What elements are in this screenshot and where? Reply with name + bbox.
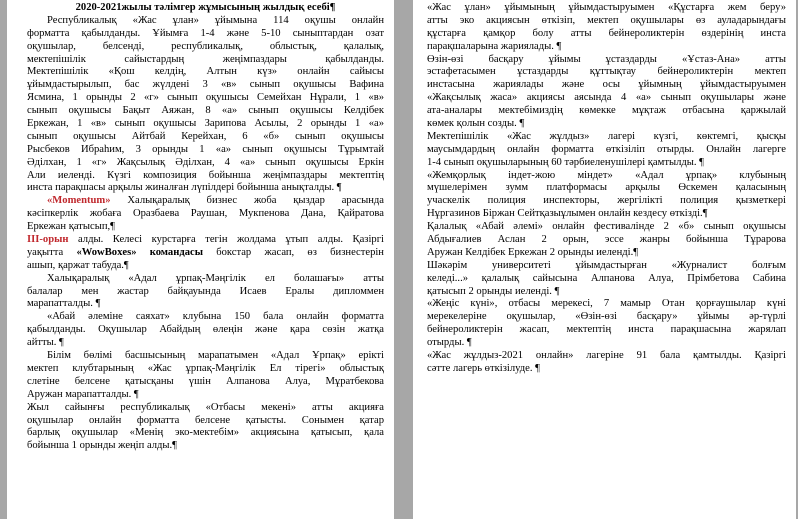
text-line: келеді...» қалалық сайысына Алпанова Алуа, Прімбетова Сабина [427,272,786,284]
text-line: Мектепішілік «Қош келдің, Алтын күз» онлайн сайысы [27,66,384,78]
text-line: «Жеңіс күні», отбасы мерекесі, 7 мамыр Отан қорғаушылар күні [427,298,786,310]
text-line: марапатталды. ¶ [27,298,101,310]
text-run: командасы [136,246,203,258]
text-line: Аружан Келдібек Еркежан 2 орынды иеленді.¶ [427,246,639,258]
text-line: форматта қабылданды. Ұйымға 1-4 және 5-10 сыныптардан озат [27,27,384,39]
text-line: Шәкәрім университеті ұйымдастырған «Журналист болғым [427,259,786,271]
text-line: парақшаларына жариялады. ¶ [427,40,562,52]
text-line: отырды. ¶ [427,337,472,349]
text-line: «Жас жұлдыз-2021 онлайн» лагеріне 91 бала қамтылды. Қазіргі [427,350,786,362]
text-line: ата-аналары мектебімиздің көмекке мұқтаж отбасына қаржылай [427,105,786,117]
text-line: атты эко акциясын өткізіп, мектеп оқушылары өз ауладарындағы [427,14,786,26]
text-line: мектепішілік сайыстардың жеңімпаздары қабылданды. [27,53,384,65]
text-line: «Абай әлеміне саяхат» клубына 150 бала онлайн форматта [47,311,384,323]
text-line: мерекелеріне оқушылар, «Өзін-өзі басқару» ұйымы әр-түрлі [427,311,786,323]
document-page-left [7,0,394,519]
text-line: кәсіпкерлік жобаға Оразбаева Раушан, Мукпенова Дана, Қайратова [27,208,384,220]
text-line: ашып, қаржат табуда.¶ [27,259,129,271]
text-line: эстафетасымен ұстаздарды құттықтау бейнероликтерін мектеп [427,66,786,78]
text-line: учаскелік полиция инспекторы, жергілікті полиция қызметкері [427,195,786,207]
text-line: инста парақшасы арқылы жиналған лүпілдері бойынша анықталды. ¶ [27,182,342,194]
text-line: қатысып 2 орынды иеленді. ¶ [427,285,560,297]
text-run: III-орын [27,234,69,246]
text-line: қабылданды. Оқушылар Абайдың өлеңін және қара сөзін жатқа [27,324,384,336]
text-line: балалар мен жастар байқауында Исаев Ералы дипломмен [27,285,384,297]
text-run: алды. Келесі курстарға тегін жолдама ұтып алды. Қазіргі [68,234,384,246]
text-line: Республикалық «Жас ұлан» ұйымына 114 оқушы онлайн [47,14,384,26]
text-line: «Жемқорлық індет-жою міндет» «Адал ұрпақ» клубының [427,169,786,181]
text-line: сынып оқушысы Бақыт Аяжан, 8 «а» сынып оқушысы Келдібек [27,105,384,117]
document-page-right [413,0,796,519]
text-line: көмек қолын созды. ¶ [427,118,525,130]
text-line: оқушылар, белсенді, республикалық, облыстық, қалалық, [27,40,384,52]
text-line: Ясмина, 1 орынды 2 «г» сынып оқушысы Семейхан Нұрали, 1 «в» [27,92,384,104]
text-line: бойынша 1 орынды жеңіп алды.¶ [27,440,177,452]
text-line: мүшелерімен зумм платформасы арқылы Өскемен қаласының [427,182,786,194]
text-line: Али иеленді. Күзгі композиция бойынша жеңімпаздары мектептің [27,169,384,181]
text-line: Еркежан қатысып,¶ [27,221,115,233]
text-line [27,234,384,247]
text-line: Абдығалиев Аслан 2 орын, эссе жанры бойынша Тұрарова [427,234,786,246]
text-line [27,195,384,208]
text-line: Мектепішілік «Жас жұлдыз» лагері күзгі, көктемгі, қысқы [427,130,786,142]
text-line: айтты. ¶ [27,337,64,349]
text-line: 1-4 сынып оқушыларының 60 тәрбиеленушілері қамтылды. ¶ [427,156,704,168]
text-line: Еркежан, 1 «в» сынып оқушысы Зарипова Асылы, 2 орынды 1 «а» [27,118,384,130]
text-line: Білім бөлімі басшысының марапатымен «Адал Ұрпақ» ерікті [47,350,384,362]
text-line: Қалалық «Абай әлемі» онлайн фестивалінде 2 «б» сынып оқушысы [427,221,786,233]
text-line: бейнероликтерін жасап, мектептің инста парақшасына жарялап [427,324,786,336]
text-run: «Momentum» [47,195,111,207]
text-line: «Жас ұлан» ұйымының ұйымдастыруымен «Құстарға жем беру» [427,2,786,13]
text-line: барлық оқушылар «Менің эко-мектебім» акциясына қатысып, қала [27,427,384,439]
text-line: Халықаралық «Адал ұрпақ-Мәңгілік ел болашағы» атты [47,272,384,284]
text-line: Аружан марапатталды. ¶ [27,388,139,400]
text-line [27,247,384,260]
text-line: маусымдардың онлайн форматта өткізіліп отырды. Онлайн лагерге [427,143,786,155]
text-line: құстарға қамқор болу атты бейнероликтерін өздерінің инста [427,27,786,39]
text-run: уақытта [27,246,77,258]
text-line: «Жақсылық жаса» акциясы аясында 4 «а» сынып оқушылары және [427,92,786,104]
text-line: Өзін-өзі басқару ұйымы ұстаздарды «Ұстаз-Ана» атты [427,53,786,65]
text-line: инстасына жариялады және осы ұйымның ұйымдастыруымен [427,79,786,91]
text-line: ұйымдастырылып, бас жүлдені 3 «в» сынып оқушысы Вафина [27,79,384,91]
text-line: Нұргазинов Біржан Сейтқазыұлымен онлайн кездесу өткізді.¶ [427,208,708,220]
text-line: оқушылар онлайн форматта белсене қатысты. Сонымен қатар [27,414,384,426]
text-line: Әділхан, 1 «г» Жақсылық Әділхан, 4 «а» сынып оқушысы Еркін [27,156,384,168]
text-line: 2020-2021жылы тәлімгер жұмысының жылдық есебі¶ [75,2,336,13]
text-line: слетіне белсене қатысқаны үшін Алпанова Алуа, Мұратбекова [27,375,384,387]
text-line: мектеп клубтарының «Жас ұрпақ-Мәңгілік Ел тірегі» облыстық [27,362,384,374]
text-run: «WowBoxes» [76,246,137,258]
text-line: сынып оқушысы Айтбай Керейхан, 6 «б» сынып оқушысы [27,130,384,142]
text-run: Халықаралық бизнес жоба қыздар арасында [110,195,384,207]
text-run: бокстар жасап, өз бизнестерін [202,246,384,258]
text-line: Рысбеков Ибраһим, 3 орынды 1 «а» сынып оқушысы Тұрымтай [27,143,384,155]
text-line: сәтте лагерь өткізілуде. ¶ [427,362,540,374]
text-line: Жыл сайынғы республикалық «Отбасы мекені» атты акцияға [27,401,384,413]
